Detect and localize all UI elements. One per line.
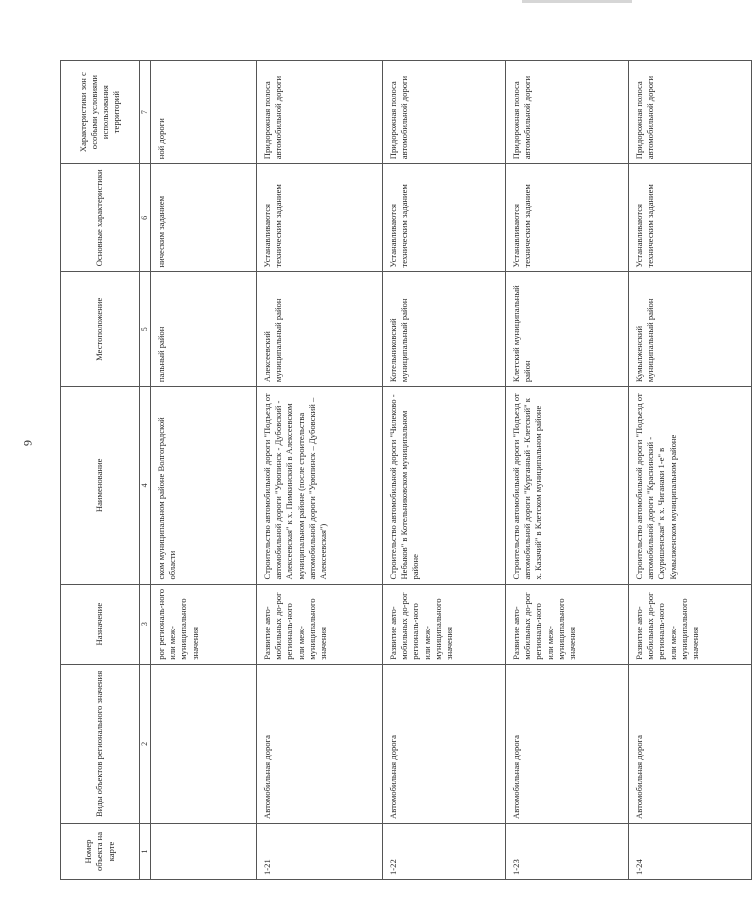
page-number: 6 — [21, 440, 35, 446]
table-header-row — [61, 61, 140, 880]
objects-table — [60, 60, 752, 880]
column-number: 4 — [140, 387, 151, 584]
cell-purpose: Развитие авто-мобильных до-рог региональ-ного или меж-муниципального значения — [257, 584, 383, 664]
cell-characteristics: Устанавливаются техническим заданием — [257, 164, 383, 272]
column-number: 7 — [140, 61, 151, 164]
header-purpose: Назначение — [61, 584, 140, 664]
cell-purpose: Развитие авто-мобильных до-рог региональ-ного или меж-муниципального значения — [506, 584, 629, 664]
table-row — [383, 61, 506, 880]
rotated-table-wrapper — [60, 60, 752, 880]
table-row — [629, 61, 752, 880]
cell-zones: Придорожная полоса автомобильной дороги — [506, 61, 629, 164]
cell-purpose: Развитие авто-мобильных до-рог региональ-ного или меж-муниципального значения — [383, 584, 506, 664]
header-location: Местоположение — [61, 272, 140, 387]
header-characteristics: Основные характеристики — [61, 164, 140, 272]
cell-type: Автомобильная дорога — [383, 664, 506, 823]
cell-location: Клетский муниципальный район — [506, 272, 629, 387]
cell-zones: Придорожная полоса автомобильной дороги — [257, 61, 383, 164]
cell-number: 1-24 — [629, 823, 752, 879]
cell-name: Строительство автомобильной дороги "Подъезд от автомобильной дороги "Урюпинск - Дубовский - Алексеевская" к х. Пимкинский в Алексеевском муниципальном районе (после строительства автомобильной дороги "Урюпинск – Дубовский – Алексеевская") — [257, 387, 383, 584]
column-number: 3 — [140, 584, 151, 664]
cell-location: Кумылженский муниципальный район — [629, 272, 752, 387]
cell-location: пальный район — [151, 272, 257, 387]
header-type: Виды объектов регионального значения — [61, 664, 140, 823]
cell-purpose: рог региональ-ного или меж-муниципального значения — [151, 584, 257, 664]
column-number: 5 — [140, 272, 151, 387]
cell-number — [151, 823, 257, 879]
cell-location: Алексеевский муниципальный район — [257, 272, 383, 387]
cell-name: Строительство автомобильной дороги "Подъезд от автомобильной дороги "Курганный - Клетский" к х. Казачий" в Клетском муниципальном районе — [506, 387, 629, 584]
column-number: 1 — [140, 823, 151, 879]
cell-type — [151, 664, 257, 823]
cell-name: Строительство автомобильной дороги "Подъезд от автомобильной дороги "Краснинский - Скуришенская" к х. Чиганаки 1-е" в Кумылженском муниципальном районе — [629, 387, 752, 584]
cell-type: Автомобильная дорога — [506, 664, 629, 823]
cell-characteristics: ническим заданием — [151, 164, 257, 272]
column-number: 2 — [140, 664, 151, 823]
cell-location: Котельниковский муниципальный район — [383, 272, 506, 387]
header-zones: Характеристики зон с особыми условиями использования территорий — [61, 61, 140, 164]
cell-characteristics: Устанавливаются техническим заданием — [629, 164, 752, 272]
table-row — [257, 61, 383, 880]
table-row — [151, 61, 257, 880]
cell-characteristics: Устанавливаются техническим заданием — [506, 164, 629, 272]
cell-type: Автомобильная дорога — [629, 664, 752, 823]
cell-zones: Придорожная полоса автомобильной дороги — [629, 61, 752, 164]
cell-number: 1-21 — [257, 823, 383, 879]
cell-type: Автомобильная дорога — [257, 664, 383, 823]
cell-zones: Придорожная полоса автомобильной дороги — [383, 61, 506, 164]
cell-number: 1-22 — [383, 823, 506, 879]
column-number-row — [140, 61, 151, 880]
cell-zones: ной дороги — [151, 61, 257, 164]
table-row — [506, 61, 629, 880]
scan-edge-mark — [522, 0, 632, 3]
header-number: Номер объекта на карте — [61, 823, 140, 879]
header-name: Наименование — [61, 387, 140, 584]
cell-number: 1-23 — [506, 823, 629, 879]
cell-characteristics: Устанавливаются техническим заданием — [383, 164, 506, 272]
cell-name: ском муниципальном районе Волгоградской области — [151, 387, 257, 584]
column-number: 6 — [140, 164, 151, 272]
cell-name: Строительство автомобильной дороги "Чилеково - Небыков" в Котельниковском муниципальном районе — [383, 387, 506, 584]
cell-purpose: Развитие авто-мобильных до-рог региональ-ного или меж-муниципального значения — [629, 584, 752, 664]
